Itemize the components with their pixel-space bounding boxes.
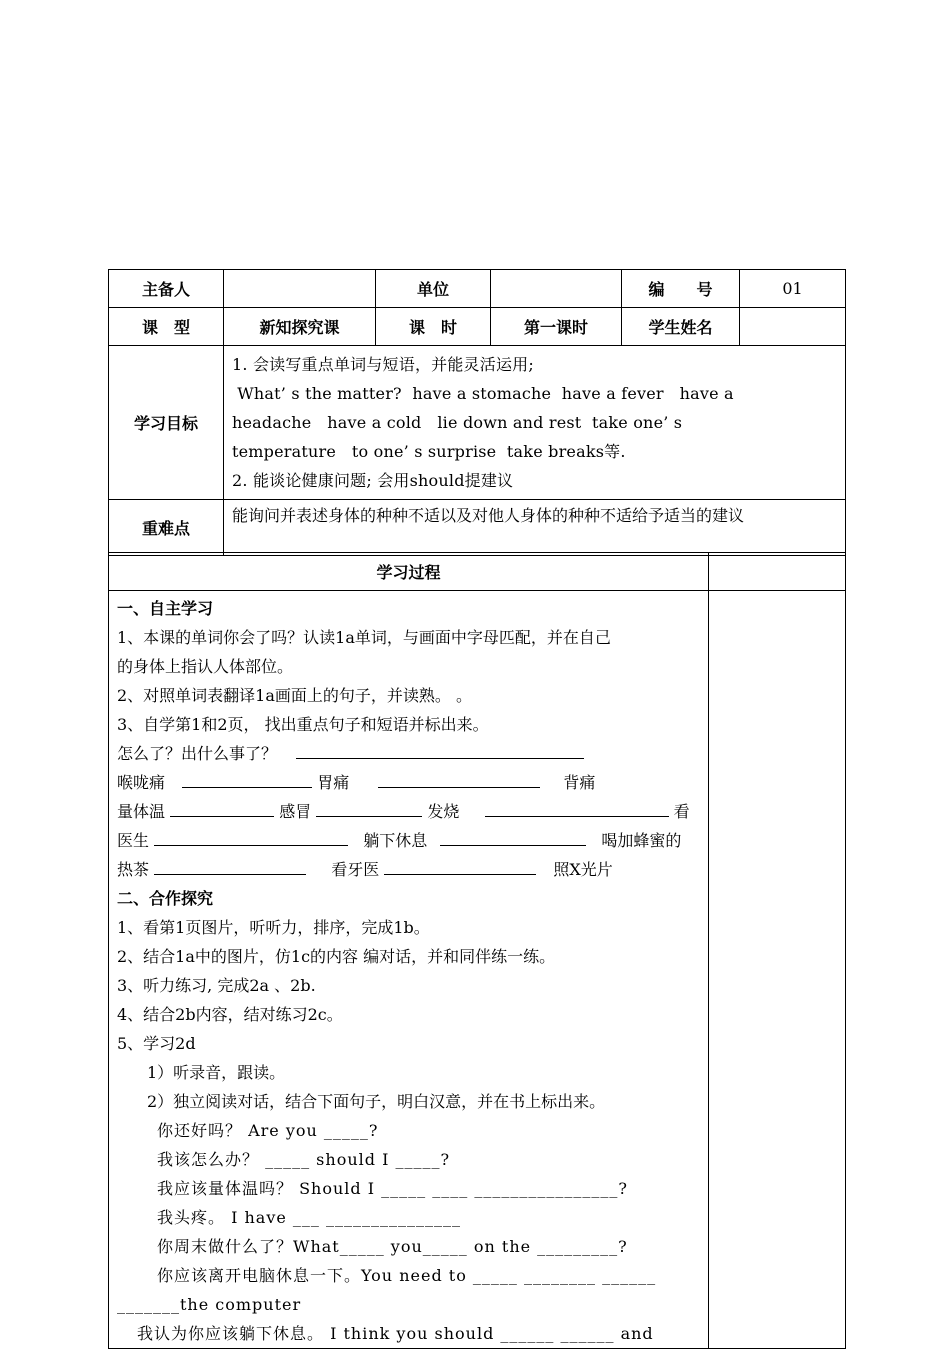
prompt-stomachache: 胃痛	[317, 773, 350, 792]
info-row-2	[109, 308, 846, 346]
blank-whats-the-matter[interactable]	[296, 740, 584, 759]
student-name-value	[740, 308, 846, 346]
number-label: 编 号	[622, 270, 740, 308]
preparer-value	[224, 270, 376, 308]
student-name-label: 学生姓名	[622, 308, 740, 346]
blank-take-temperature[interactable]	[170, 798, 274, 817]
goals-label: 学习目标	[109, 346, 224, 500]
difficulty-label: 重难点	[109, 500, 224, 556]
sentence-6a: 你应该离开电脑休息一下。You need to _____ ________ ______	[157, 1266, 657, 1285]
fill-line-1	[117, 739, 700, 768]
period-value: 第一课时	[491, 308, 622, 346]
process-table	[108, 552, 846, 1349]
sentence-2: 我该怎么办？ _____ should I _____?	[157, 1150, 451, 1169]
fill-line-5	[117, 855, 700, 884]
blank-see-dentist[interactable]	[384, 856, 536, 875]
prompt-doctor: 医生	[117, 831, 150, 850]
prompt-have-a-cold: 感冒	[279, 802, 312, 821]
blank-hot-tea[interactable]	[154, 856, 306, 875]
prompt-lie-down: 躺下休息	[363, 831, 428, 850]
blank-have-a-fever[interactable]	[485, 798, 669, 817]
sentence-4: 我头疼。 I have ___ _______________	[157, 1208, 462, 1227]
process-notes-header	[709, 553, 846, 591]
coop-item-5: 5、学习2d	[117, 1034, 196, 1053]
prompt-take-temperature: 量体温	[117, 802, 166, 821]
goal-line-5: 2. 能谈论健康问题; 会用should提建议	[232, 471, 514, 490]
fill-line-3	[117, 797, 700, 826]
self-study-item-2: 2、对照单词表翻译1a画面上的句子，并读熟。 。	[117, 686, 472, 705]
goal-line-4: temperature to one’ s surprise take breaks等.	[232, 442, 626, 461]
difficulty-text: 能询问并表述身体的种种不适以及对他人身体的种种不适给予适当的建议	[224, 500, 846, 556]
lesson-type-value: 新知探究课	[224, 308, 376, 346]
prompt-hot-tea: 热茶	[117, 860, 150, 879]
info-row-1	[109, 270, 846, 308]
process-title: 学习过程	[109, 553, 709, 591]
blank-lie-down[interactable]	[440, 827, 586, 846]
goals-content	[224, 346, 846, 500]
info-table	[108, 269, 846, 556]
coop-item-5-2: 2）独立阅读对话，结合下面句子，明白汉意，并在书上标出来。	[147, 1092, 606, 1111]
process-header-row	[109, 553, 846, 591]
unit-label: 单位	[376, 270, 491, 308]
goal-line-2: What’ s the matter? have a stomache have a fever have a	[232, 384, 734, 403]
fill-line-4	[117, 826, 700, 855]
self-study-item-1a: 1、本课的单词你会了吗？认读1a单词，与画面中字母匹配，并在自己	[117, 628, 611, 647]
fill-line-2	[117, 768, 700, 797]
lesson-type-label: 课 型	[109, 308, 224, 346]
sentence-5: 你周末做什么了？What_____ you_____ on the _________?	[157, 1237, 628, 1256]
prompt-sore-throat: 喉咙痛	[117, 773, 166, 792]
sentence-1: 你还好吗？ Are you _____?	[157, 1121, 379, 1140]
goal-line-1: 1. 会读写重点单词与短语，并能灵活运用;	[232, 355, 534, 374]
goal-line-3: headache have a cold lie down and rest take one’ s	[232, 413, 683, 432]
process-notes-column	[709, 591, 846, 1349]
blank-have-a-cold[interactable]	[316, 798, 422, 817]
coop-item-5-1: 1）听录音，跟读。	[147, 1063, 286, 1082]
prompt-have-a-fever: 发烧	[427, 802, 460, 821]
coop-item-3: 3、听力练习, 完成2a 、2b.	[117, 976, 316, 995]
prompt-whats-the-matter: 怎么了？出什么事了？	[117, 744, 278, 763]
blank-sore-throat[interactable]	[182, 769, 312, 788]
blank-see-a-doctor[interactable]	[154, 827, 348, 846]
sentence-6b: _______the computer	[117, 1295, 302, 1314]
coop-item-2: 2、结合1a中的图片，仿1c的内容 编对话，并和同伴练一练。	[117, 947, 556, 966]
process-content	[109, 591, 709, 1349]
prompt-drink-tea: 喝加蜂蜜的	[601, 831, 682, 850]
self-study-item-3: 3、自学第1和2页， 找出重点句子和短语并标出来。	[117, 715, 489, 734]
prompt-x-ray: 照X光片	[553, 860, 613, 879]
prompt-backache: 背痛	[563, 773, 596, 792]
number-value: 01	[740, 270, 846, 308]
difficulty-row	[109, 500, 846, 556]
sentence-3: 我应该量体温吗？ Should I _____ ____ ________________?	[157, 1179, 628, 1198]
prompt-see-dentist: 看牙医	[331, 860, 380, 879]
goals-row	[109, 346, 846, 500]
coop-item-1: 1、看第1页图片，听听力，排序，完成1b。	[117, 918, 430, 937]
blank-stomachache[interactable]	[378, 769, 540, 788]
unit-value	[491, 270, 622, 308]
section-cooperation: 二、合作探究	[117, 889, 214, 908]
process-body-row	[109, 591, 846, 1349]
section-self-study: 一、自主学习	[117, 599, 214, 618]
preparer-label: 主备人	[109, 270, 224, 308]
prompt-see-a: 看	[673, 802, 690, 821]
sentence-7: 我认为你应该躺下休息。 I think you should ______ ______ and	[137, 1324, 654, 1343]
self-study-item-1b: 的身体上指认人体部位。	[117, 657, 294, 676]
period-label: 课 时	[376, 308, 491, 346]
coop-item-4: 4、结合2b内容，结对练习2c。	[117, 1005, 343, 1024]
